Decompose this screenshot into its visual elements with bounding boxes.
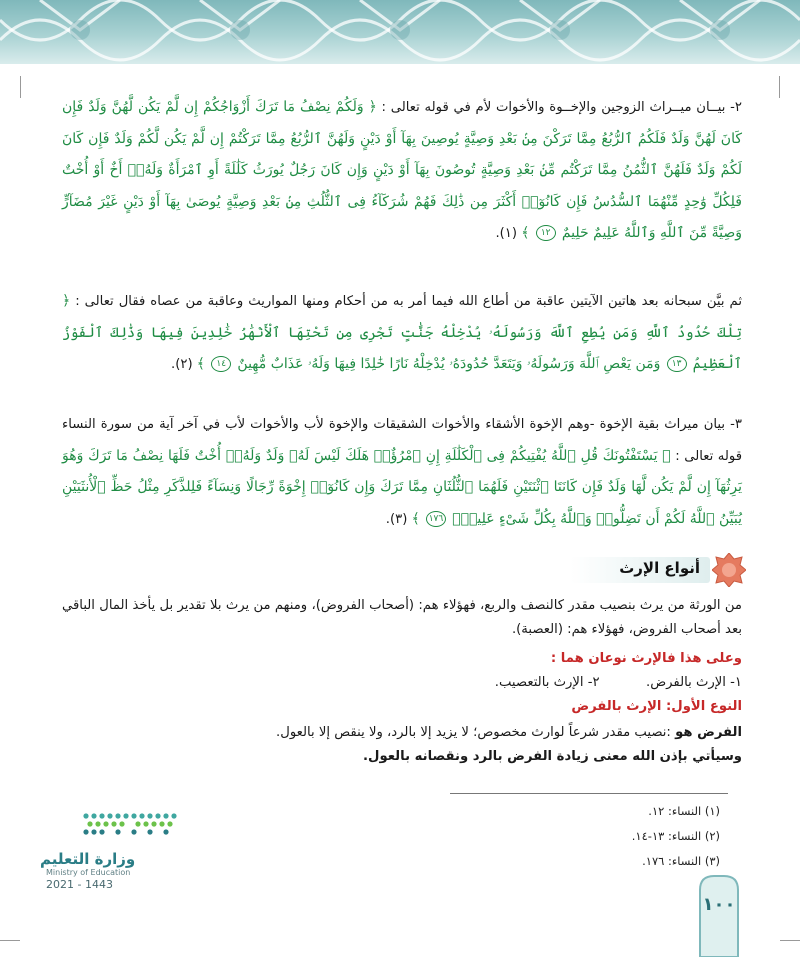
quran-verse: ﴿ يَسْتَفْتُونَكَ قُلِ ٱللَّهُ يُفْتِيكُمْ فِى ٱلْكَلَٰلَةِ إِنِ ٱمْرُؤٌا۟ هَلَكَ لَيْسَ لَهُۥ وَلَدٌ وَلَهُۥٓ أُخْتٌ فَلَهَا نِصْفُ مَا تَرَكَ وَهُوَ يَرِثُهَآ إِن لَّمْ يَكُن لَّهَا وَلَدٌ فَإِن كَانَتَا ٱثْنَتَيْنِ فَلَهُمَا ٱلثُّلُثَانِ مِمَّا تَرَكَ وَإِن كَانُوٓا۟ إِخْوَةً رِّجَالًا وَنِسَآءً فَلِلذَّكَرِ مِثْلُ حَظِّ ٱلْأُنثَيَيْنِ يُبَيِّنُ ٱللَّهُ لَكُمْ أَن تَضِلُّوا۟ وَٱللَّهُ بِكُلِّ شَىْءٍ عَلِيمٌۢ — [62, 447, 742, 527]
geometric-pattern-icon — [0, 0, 800, 64]
dot-grid-logo-icon — [80, 806, 200, 846]
types-heading: وعلى هذا فالإرث نوعان هما : — [550, 651, 742, 666]
ayah-number-marker: ١٣ — [667, 356, 687, 372]
quran-verse-close: ﴾ — [411, 510, 420, 527]
crop-mark — [779, 76, 780, 98]
types-list — [62, 672, 742, 694]
type-one: ١- الإرث بالفرض. — [646, 675, 742, 690]
ministry-name-arabic: وزارة التعليم — [40, 850, 136, 868]
paragraph-siblings-inheritance — [62, 410, 742, 535]
quran-verse-close: ﴾ — [521, 225, 530, 241]
footnote-reference: (٣). — [385, 511, 408, 527]
paragraph-text: ٣- بيان ميراث بقية الإخوة -وهم الإخوة الأشقاء والأخوات الشقيقات والإخوة لأب والأخوات لأب في آخر آية من سورة النساء قوله تعالى : — [62, 417, 742, 464]
page-number: ١٠٠ — [702, 894, 736, 915]
fard-term: الفرض هو — [675, 725, 742, 740]
footnote-reference: (٢). — [171, 357, 193, 372]
section-intro — [62, 594, 742, 642]
section-intro-text: من الورثة من يرث بنصيب مقدر كالنصف والربع، فهؤلاء هم: (أصحاب الفروض)، ومنهم من يرث بلا تقدير بل يأخذ المال الباقي بعد أصحاب الفروض، فهؤلاء هم: (العصبة). — [62, 598, 742, 637]
edition-year: 2021 - 1443 — [46, 878, 113, 891]
section-title: أنواع الإرث — [619, 559, 700, 577]
page-number-tab — [696, 872, 742, 957]
crop-mark — [20, 76, 21, 98]
ministry-name-english: Ministry of Education — [46, 868, 131, 877]
first-type-heading: النوع الأول: الإرث بالفرض — [571, 699, 742, 714]
crop-mark — [780, 940, 800, 941]
quran-verse-close: ﴾ — [196, 356, 205, 372]
quran-verse: ﴿ تِلْكَ حُدُودُ ٱللَّهِ وَمَن يُطِعِ ٱللَّهَ وَرَسُولَهُۥ يُدْخِلْهُ جَنَّٰتٍ تَجْرِى مِن تَحْتِهَا ٱلْأَنْهَٰرُ خَٰلِدِينَ فِيهَا وَذَٰلِكَ ٱلْفَوْزُ ٱلْعَظِيمُ — [62, 293, 742, 372]
footnote: (١) النساء: ١٢. — [648, 804, 720, 818]
ministry-logo — [40, 806, 190, 891]
paragraph-text: ٢- بيــان ميــراث الزوجين والإخــوة والأخوات لأم في قوله تعالى : — [381, 100, 742, 115]
ayah-number-marker: ١٤ — [211, 356, 231, 372]
footnote-separator — [450, 793, 728, 794]
paragraph-text: ثم بيَّن سبحانه بعد هاتين الآيتين عاقبة من أطاع الله فيما أمر به من أحكام ومنها المواريث وعاقبة من عصاه فقال تعالى : — [75, 294, 742, 309]
octagram-badge-icon — [712, 553, 746, 587]
fard-definition-text: :نصيب مقدر شرعاً لوارث مخصوص؛ لا يزيد إلا بالرد، ولا ينقص إلا بالعول. — [276, 725, 671, 740]
ayah-number-marker: ١٢ — [536, 225, 556, 241]
decorative-banner — [0, 0, 800, 64]
quran-verse: وَمَن يَعْصِ ٱللَّهَ وَرَسُولَهُۥ وَيَتَعَدَّ حُدُودَهُۥ يُدْخِلْهُ نَارًا خَٰلِدًا فِيهَا وَلَهُۥ عَذَابٌ مُّهِينٌ — [237, 356, 661, 372]
paragraph-consequence — [62, 286, 742, 381]
footnote: (٢) النساء: ١٣-١٤. — [631, 829, 720, 843]
type-two: ٢- الإرث بالتعصيب. — [494, 675, 600, 690]
footnote: (٣) النساء: ١٧٦. — [642, 854, 720, 868]
paragraph-inheritance-spouses — [62, 92, 742, 250]
ayah-number-marker: ١٧٦ — [426, 511, 446, 527]
note-text: وسيأتي بإذن الله معنى زيادة الفرض بالرد ونقصانه بالعول. — [363, 749, 742, 764]
quran-verse: ﴿ وَلَكُمْ نِصْفُ مَا تَرَكَ أَزْوَاجُكُمْ إِن لَّمْ يَكُن لَّهُنَّ وَلَدٌ فَإِن كَانَ لَهُنَّ وَلَدٌ فَلَكُمُ ٱلرُّبُعُ مِمَّا تَرَكْنَ مِنۢ بَعْدِ وَصِيَّةٍ يُوصِينَ بِهَآ أَوْ دَيْنٍ وَلَهُنَّ ٱلرُّبُعُ مِمَّا تَرَكْتُمْ إِن لَّمْ يَكُن لَّكُمْ وَلَدٌ فَإِن كَانَ لَكُمْ وَلَدٌ فَلَهُنَّ ٱلثُّمُنُ مِمَّا تَرَكْتُم مِّنۢ بَعْدِ وَصِيَّةٍ تُوصُونَ بِهَآ أَوْ دَيْنٍ وَإِن كَانَ رَجُلٌ يُورَثُ كَلَٰلَةً أَوِ ٱمْرَأَةٌ وَلَهُۥٓ أَخٌ أَوْ أُخْتٌ فَلِكُلِّ وَٰحِدٍ مِّنْهُمَا ٱلسُّدُسُ فَإِن كَانُوٓا۟ أَكْثَرَ مِن ذَٰلِكَ فَهُمْ شُرَكَآءُ فِى ٱلثُّلُثِ مِنۢ بَعْدِ وَصِيَّةٍ يُوصَىٰ بِهَآ أَوْ دَيْنٍ غَيْرَ مُضَآرٍّ وَصِيَّةً مِّنَ ٱللَّهِ وَٱللَّهُ عَلِيمٌ حَلِيمٌ — [62, 99, 742, 241]
crop-mark — [0, 940, 20, 941]
section-heading — [570, 553, 746, 587]
footnote-reference: (١). — [495, 226, 518, 241]
fard-definition — [62, 722, 742, 744]
